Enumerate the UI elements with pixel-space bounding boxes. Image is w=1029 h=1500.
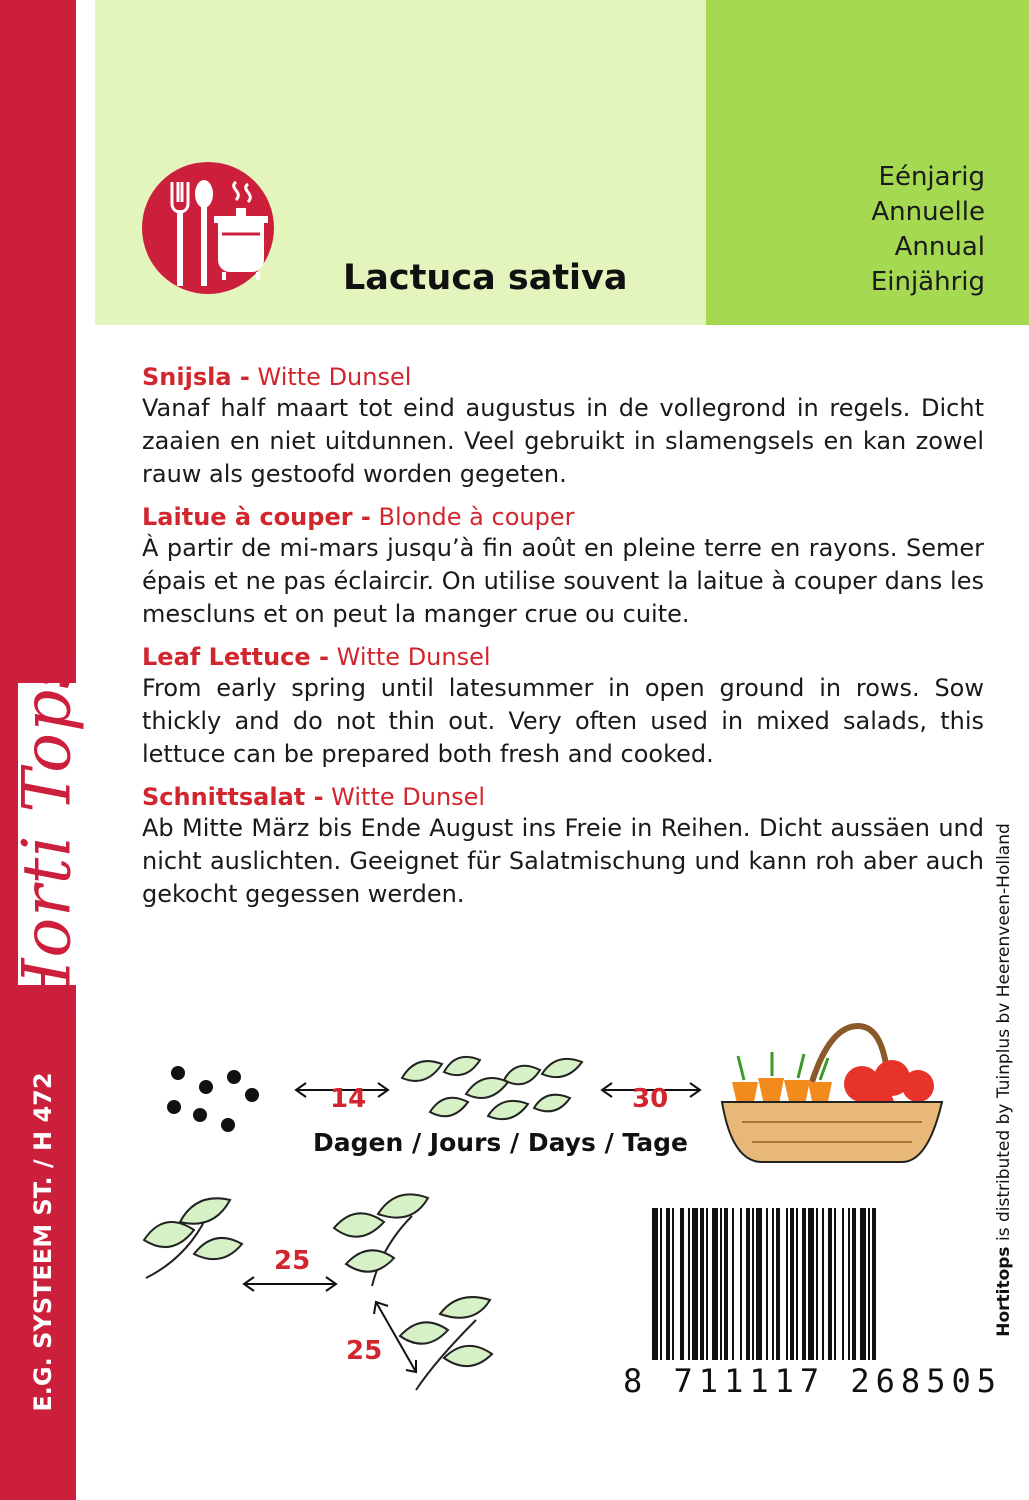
barcode-bar (756, 1208, 762, 1360)
annual-fr: Annuelle (871, 197, 985, 227)
barcode-number: 8 711117 268505 (623, 1362, 1002, 1400)
barcode-bar (808, 1208, 814, 1360)
seedlings-icon (396, 1050, 592, 1126)
barcode-bar (724, 1208, 728, 1360)
barcode-bar (660, 1208, 662, 1360)
section-title: Leaf Lettuce - Witte Dunsel (142, 643, 491, 671)
barcode-bar (860, 1208, 866, 1360)
section-text: À partir de mi-mars jusqu’à fin août en pleine terre en rayons. Semer épais et ne pas éclaircir. On utilise souvent la laitue à couper dans les mescluns et on peut la manger crue ou cuite. (142, 534, 984, 628)
days-label: Dagen / Jours / Days / Tage (313, 1128, 688, 1157)
row-spacing: 25 (274, 1246, 311, 1276)
section-text: From early spring until latesummer in open ground in rows. Sow thickly and do not thin out. Very often used in mixed salads, this lettuce can be prepared both fresh and cooked. (142, 674, 984, 768)
barcode-bar (822, 1208, 824, 1360)
barcode-bar (796, 1208, 798, 1360)
barcode-bar (700, 1208, 704, 1360)
barcode-bar (828, 1208, 832, 1360)
section-de (142, 782, 984, 911)
barcode-bar (802, 1208, 806, 1360)
barcode-bar (712, 1208, 718, 1360)
kitchen-icon (140, 160, 276, 296)
section-text: Ab Mitte März bis Ende August ins Freie in Reihen. Dicht aussäen und nicht auslichten. Geeignet für Salatmischung und kann roh aber auch gekocht gegessen werden. (142, 814, 984, 908)
barcode-bar (666, 1208, 670, 1360)
annual-en: Annual (894, 232, 985, 262)
barcode-bar (776, 1208, 780, 1360)
barcode-bar (746, 1208, 750, 1360)
germination-days: 14 (330, 1084, 367, 1114)
barcode-bar (848, 1208, 850, 1360)
barcode-bar (852, 1208, 856, 1360)
annual-band (706, 0, 1029, 325)
barcode-bar (752, 1208, 754, 1360)
brand-logo: Horti Tops (8, 653, 86, 1017)
section-title: Schnittsalat - Witte Dunsel (142, 783, 486, 811)
barcode-bar (692, 1208, 698, 1360)
barcode-bar (652, 1208, 658, 1360)
barcode-bar (834, 1208, 836, 1360)
annual-labels (871, 160, 985, 300)
barcode-bar (732, 1208, 734, 1360)
section-fr (142, 502, 984, 631)
barcode (650, 1208, 940, 1360)
barcode-bar (816, 1208, 818, 1360)
barcode-bar (786, 1208, 788, 1360)
barcode-bar (706, 1208, 708, 1360)
harvest-days: 30 (632, 1084, 669, 1114)
harvest-basket-icon (712, 1022, 952, 1168)
section-nl (142, 362, 984, 491)
arrow-icon (240, 1274, 340, 1294)
barcode-bar (772, 1208, 774, 1360)
section-title: Laitue à couper - Blonde à couper (142, 503, 575, 531)
barcode-bar (842, 1208, 844, 1360)
barcode-bar (680, 1208, 684, 1360)
distributor-note: Hortitops is distributed by Tuinplus bv Heerenveen-Holland (994, 823, 1014, 1337)
barcode-bar (672, 1208, 674, 1360)
plant-bottom-icon (396, 1296, 500, 1392)
annual-nl: Eénjarig (878, 162, 985, 192)
seeds-icon (160, 1065, 260, 1135)
barcode-bar (766, 1208, 768, 1360)
quality-code: E.G. SYSTEEM ST. / H 472 (29, 1072, 57, 1412)
section-title: Snijsla - Witte Dunsel (142, 363, 412, 391)
plant-left-icon (140, 1194, 244, 1280)
barcode-bar (790, 1208, 794, 1360)
plant-right-icon (332, 1192, 436, 1288)
barcode-bar (720, 1208, 722, 1360)
section-en (142, 642, 984, 771)
plant-spacing: 25 (346, 1336, 383, 1366)
species-name: Lactuca sativa (343, 258, 628, 298)
barcode-bar (872, 1208, 876, 1360)
section-text: Vanaf half maart tot eind augustus in de vollegrond in regels. Dicht zaaien en niet uitdunnen. Veel gebruikt in slamengsels en kan zowel rauw als gestoofd worden gegeten. (142, 394, 984, 488)
barcode-bar (740, 1208, 742, 1360)
barcode-bar (688, 1208, 690, 1360)
barcode-bar (868, 1208, 870, 1360)
annual-de: Einjährig (870, 267, 985, 297)
description-list (142, 362, 984, 922)
